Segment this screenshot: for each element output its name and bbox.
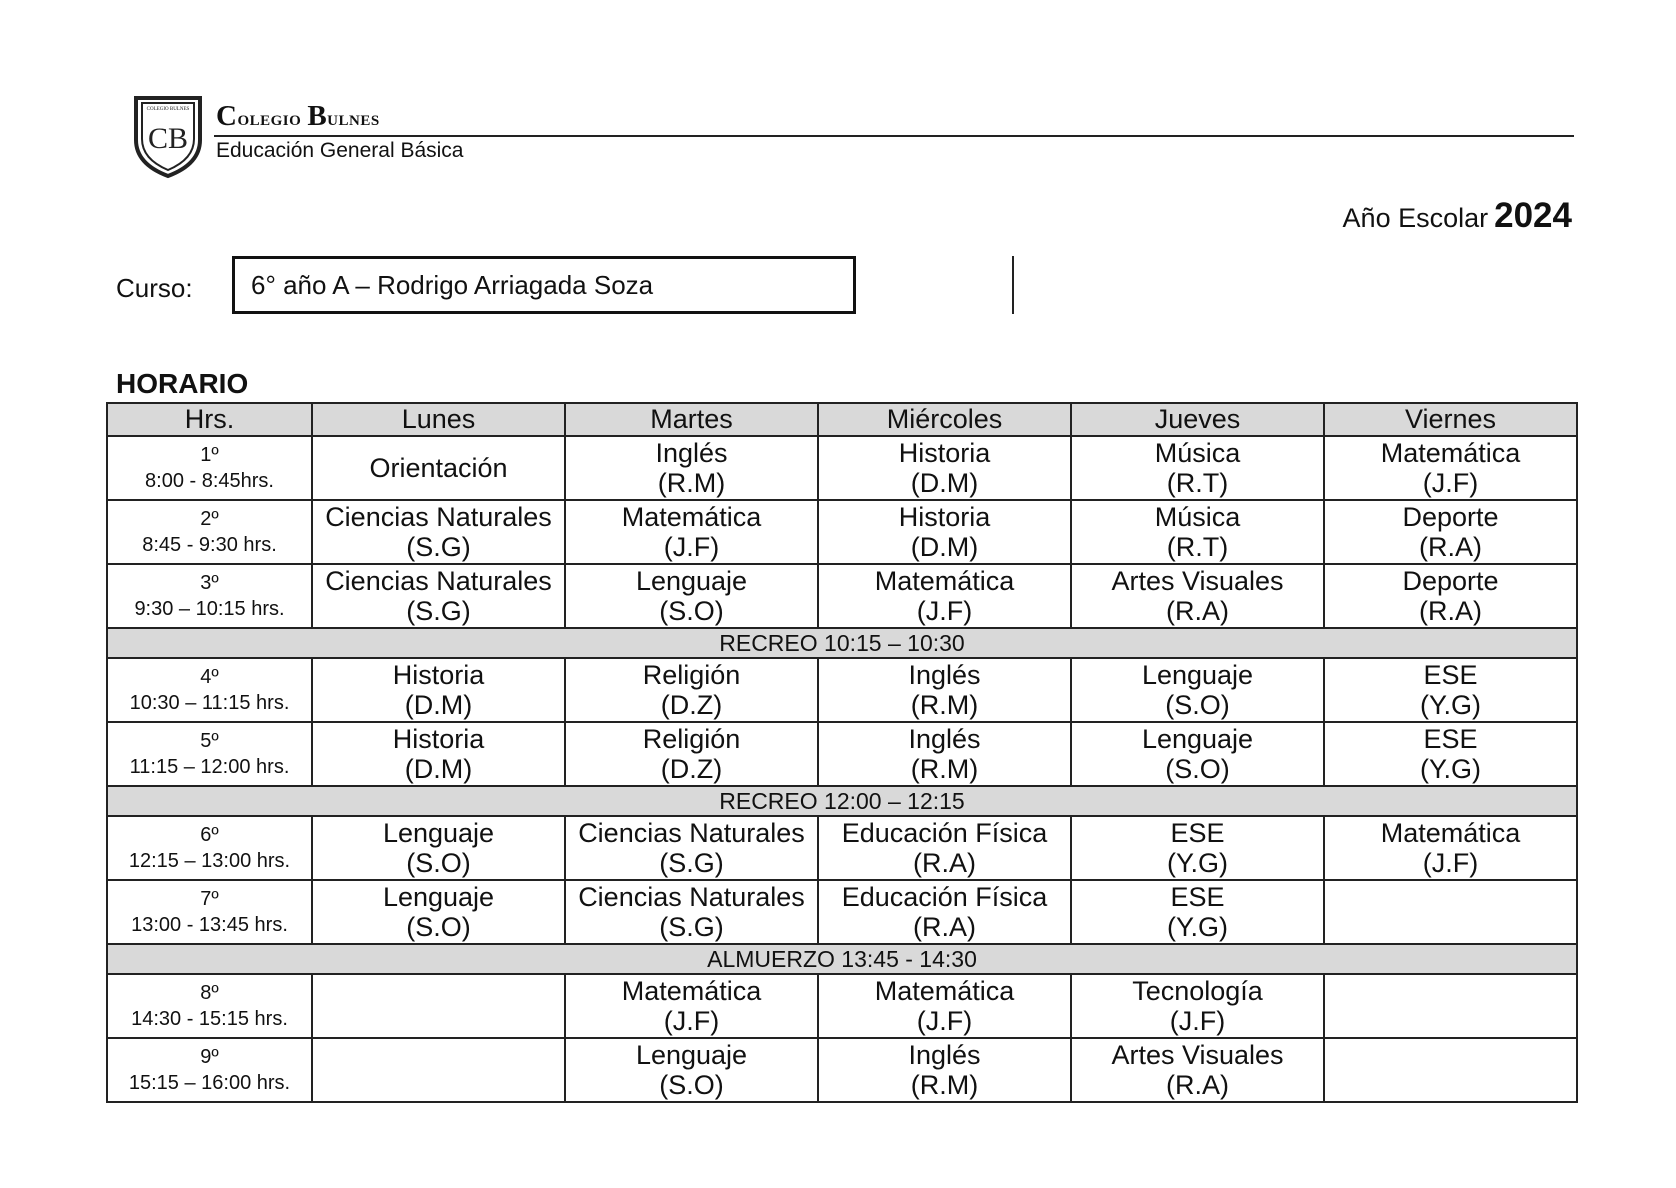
subject-name: Lenguaje — [1141, 660, 1254, 690]
schedule-title: HORARIO — [116, 368, 249, 399]
schedule-header-row — [107, 403, 1577, 436]
class-cell — [1071, 722, 1324, 786]
class-cell — [312, 974, 565, 1038]
subject-name: Ciencias Naturales — [578, 818, 805, 848]
teacher-initials: (S.O) — [406, 912, 471, 942]
subject-name: Artes Visuales — [1111, 566, 1284, 596]
period-number: 3º — [200, 572, 219, 594]
subject-name: Ciencias Naturales — [325, 566, 552, 596]
teacher-initials: (J.F) — [1422, 848, 1479, 878]
schedule-table — [106, 402, 1578, 1103]
teacher-initials: (D.M) — [404, 690, 473, 720]
class-cell — [1324, 880, 1577, 944]
subject-name: Matemática — [1380, 818, 1521, 848]
subject-name: Religión — [642, 660, 741, 690]
period-row — [107, 974, 1577, 1038]
period-hours-cell — [107, 974, 312, 1038]
teacher-initials: (S.G) — [406, 532, 471, 562]
teacher-initials: (R.M) — [910, 690, 979, 720]
school-subtitle: Educación General Básica — [216, 139, 464, 162]
class-cell — [1071, 436, 1324, 500]
period-hours-cell — [107, 658, 312, 722]
subject-name: Religión — [642, 724, 741, 754]
period-time: 8:45 - 9:30 hrs. — [142, 534, 277, 556]
period-time: 12:15 – 13:00 hrs. — [128, 850, 291, 872]
class-cell — [818, 564, 1071, 628]
period-time: 8:00 - 8:45hrs. — [145, 470, 274, 492]
break-row — [107, 628, 1577, 658]
period-time: 14:30 - 15:15 hrs. — [131, 1008, 288, 1030]
teacher-initials: (R.T) — [1166, 532, 1229, 562]
subject-name: Deporte — [1402, 502, 1499, 532]
column-header-monday: Lunes — [312, 403, 565, 436]
class-cell — [818, 436, 1071, 500]
class-cell — [1324, 974, 1577, 1038]
subject-name: Ciencias Naturales — [578, 882, 805, 912]
school-name: Colegio Bulnes — [216, 100, 380, 132]
subject-name: Deporte — [1402, 566, 1499, 596]
column-header-friday: Viernes — [1324, 403, 1577, 436]
period-row — [107, 564, 1577, 628]
class-cell — [565, 816, 818, 880]
period-hours-cell — [107, 436, 312, 500]
class-cell — [818, 658, 1071, 722]
period-time: 15:15 – 16:00 hrs. — [128, 1072, 291, 1094]
teacher-initials: (J.F) — [663, 1006, 720, 1036]
class-cell — [312, 722, 565, 786]
class-cell — [1324, 500, 1577, 564]
period-hours-cell — [107, 880, 312, 944]
period-hours-cell — [107, 500, 312, 564]
teacher-initials: (Y.G) — [1166, 848, 1228, 878]
class-cell — [312, 436, 565, 500]
teacher-initials: (R.A) — [913, 912, 976, 942]
subject-name: Historia — [898, 502, 991, 532]
period-row — [107, 1038, 1577, 1102]
teacher-initials: (D.M) — [404, 754, 473, 784]
break-label: RECREO 10:15 – 10:30 — [107, 628, 1577, 658]
period-hours-cell — [107, 816, 312, 880]
class-cell — [312, 564, 565, 628]
subject-name: Lenguaje — [382, 882, 495, 912]
class-cell — [1324, 564, 1577, 628]
subject-name: Inglés — [908, 660, 981, 690]
subject-name: ESE — [1170, 818, 1225, 848]
teacher-initials: (R.A) — [913, 848, 976, 878]
column-header-wednesday: Miércoles — [818, 403, 1071, 436]
teacher-initials: (S.O) — [1165, 690, 1230, 720]
subject-name: Educación Física — [841, 818, 1048, 848]
subject-name: Inglés — [908, 724, 981, 754]
class-cell — [565, 880, 818, 944]
class-cell — [1324, 658, 1577, 722]
subject-name: Matemática — [621, 502, 762, 532]
class-cell — [1071, 880, 1324, 944]
subject-name: Tecnología — [1132, 976, 1263, 1006]
class-cell — [818, 880, 1071, 944]
logo-monogram: CB — [147, 122, 189, 155]
class-cell — [1324, 722, 1577, 786]
school-year-label: Año Escolar — [1342, 203, 1489, 233]
subject-name: Historia — [392, 724, 485, 754]
subject-name: Lenguaje — [635, 1040, 748, 1070]
period-row — [107, 816, 1577, 880]
class-cell — [1071, 1038, 1324, 1102]
period-number: 1º — [200, 444, 219, 466]
period-time: 10:30 – 11:15 hrs. — [129, 692, 290, 714]
class-cell — [818, 722, 1071, 786]
teacher-initials: (J.F) — [663, 532, 720, 562]
class-cell — [1324, 1038, 1577, 1102]
column-header-hours: Hrs. — [107, 403, 312, 436]
teacher-initials: (S.O) — [1165, 754, 1230, 784]
class-cell — [565, 1038, 818, 1102]
period-row — [107, 880, 1577, 944]
class-cell — [818, 1038, 1071, 1102]
period-row — [107, 722, 1577, 786]
period-number: 5º — [200, 730, 219, 752]
period-hours-cell — [107, 722, 312, 786]
class-cell — [565, 500, 818, 564]
subject-name: ESE — [1423, 724, 1478, 754]
break-row — [107, 786, 1577, 816]
subject-name: Inglés — [908, 1040, 981, 1070]
teacher-initials: (D.M) — [910, 532, 979, 562]
class-cell — [1071, 658, 1324, 722]
break-label: ALMUERZO 13:45 - 14:30 — [107, 944, 1577, 974]
column-header-tuesday: Martes — [565, 403, 818, 436]
subject-name: ESE — [1423, 660, 1478, 690]
class-cell — [312, 500, 565, 564]
class-cell — [312, 816, 565, 880]
vertical-divider — [1012, 256, 1014, 314]
class-cell — [565, 974, 818, 1038]
class-cell — [312, 880, 565, 944]
break-label: RECREO 12:00 – 12:15 — [107, 786, 1577, 816]
period-number: 8º — [200, 982, 219, 1004]
subject-name: Educación Física — [841, 882, 1048, 912]
period-hours-cell — [107, 1038, 312, 1102]
curso-field: 6° año A – Rodrigo Arriagada Soza — [232, 256, 856, 314]
subject-name: Lenguaje — [1141, 724, 1254, 754]
subject-name: Inglés — [655, 438, 728, 468]
class-cell — [565, 564, 818, 628]
subject-name: Matemática — [621, 976, 762, 1006]
class-cell — [565, 658, 818, 722]
class-cell — [818, 500, 1071, 564]
teacher-initials: (J.F) — [916, 596, 973, 626]
teacher-initials: (D.M) — [910, 468, 979, 498]
teacher-initials: (J.F) — [916, 1006, 973, 1036]
teacher-initials: (R.A) — [1166, 1070, 1229, 1100]
subject-name: Matemática — [874, 566, 1015, 596]
class-cell — [565, 436, 818, 500]
teacher-initials: (D.Z) — [660, 690, 723, 720]
class-cell — [1071, 564, 1324, 628]
subject-name: Historia — [392, 660, 485, 690]
column-header-thursday: Jueves — [1071, 403, 1324, 436]
teacher-initials: (D.Z) — [660, 754, 723, 784]
period-number: 9º — [200, 1046, 219, 1068]
school-year — [1343, 196, 1572, 236]
subject-name: Ciencias Naturales — [325, 502, 552, 532]
teacher-initials: (Y.G) — [1419, 690, 1481, 720]
teacher-initials: (S.O) — [659, 596, 724, 626]
period-number: 4º — [200, 666, 219, 688]
school-shield-logo — [132, 92, 204, 180]
subject-name: Historia — [898, 438, 991, 468]
period-time: 9:30 – 10:15 hrs. — [134, 598, 285, 620]
teacher-initials: (J.F) — [1422, 468, 1479, 498]
period-time: 13:00 - 13:45 hrs. — [131, 914, 288, 936]
teacher-initials: (S.O) — [406, 848, 471, 878]
class-cell — [1071, 974, 1324, 1038]
subject-name: Música — [1154, 502, 1241, 532]
teacher-initials: (R.M) — [910, 754, 979, 784]
class-cell — [312, 1038, 565, 1102]
logo-ring-text: COLEGIO BULNES — [146, 107, 190, 112]
break-row — [107, 944, 1577, 974]
teacher-initials: (R.M) — [910, 1070, 979, 1100]
class-cell — [1324, 436, 1577, 500]
subject-name: Lenguaje — [382, 818, 495, 848]
subject-name: Matemática — [874, 976, 1015, 1006]
teacher-initials: (R.A) — [1419, 596, 1482, 626]
teacher-initials: (R.A) — [1419, 532, 1482, 562]
period-row — [107, 658, 1577, 722]
period-row — [107, 500, 1577, 564]
subject-name: Artes Visuales — [1111, 1040, 1284, 1070]
class-cell — [818, 816, 1071, 880]
class-cell — [818, 974, 1071, 1038]
subject-name: Música — [1154, 438, 1241, 468]
teacher-initials: (Y.G) — [1166, 912, 1228, 942]
teacher-initials: (S.O) — [659, 1070, 724, 1100]
school-year-value: 2024 — [1494, 196, 1572, 235]
teacher-initials: (S.G) — [659, 848, 724, 878]
class-cell — [1071, 816, 1324, 880]
subject-name: ESE — [1170, 882, 1225, 912]
teacher-initials: (S.G) — [406, 596, 471, 626]
class-cell — [565, 722, 818, 786]
subject-name: Matemática — [1380, 438, 1521, 468]
subject-name: Orientación — [369, 453, 508, 483]
period-number: 6º — [200, 824, 219, 846]
period-number: 7º — [200, 888, 219, 910]
class-cell — [1071, 500, 1324, 564]
teacher-initials: (R.T) — [1166, 468, 1229, 498]
teacher-initials: (R.M) — [657, 468, 726, 498]
class-cell — [312, 658, 565, 722]
subject-name: Lenguaje — [635, 566, 748, 596]
teacher-initials: (Y.G) — [1419, 754, 1481, 784]
header-divider — [214, 135, 1574, 137]
curso-label: Curso: — [116, 273, 193, 303]
teacher-initials: (S.G) — [659, 912, 724, 942]
period-hours-cell — [107, 564, 312, 628]
teacher-initials: (J.F) — [1169, 1006, 1226, 1036]
period-row — [107, 436, 1577, 500]
teacher-initials: (R.A) — [1166, 596, 1229, 626]
period-number: 2º — [200, 508, 219, 530]
period-time: 11:15 – 12:00 hrs. — [129, 756, 290, 778]
class-cell — [1324, 816, 1577, 880]
